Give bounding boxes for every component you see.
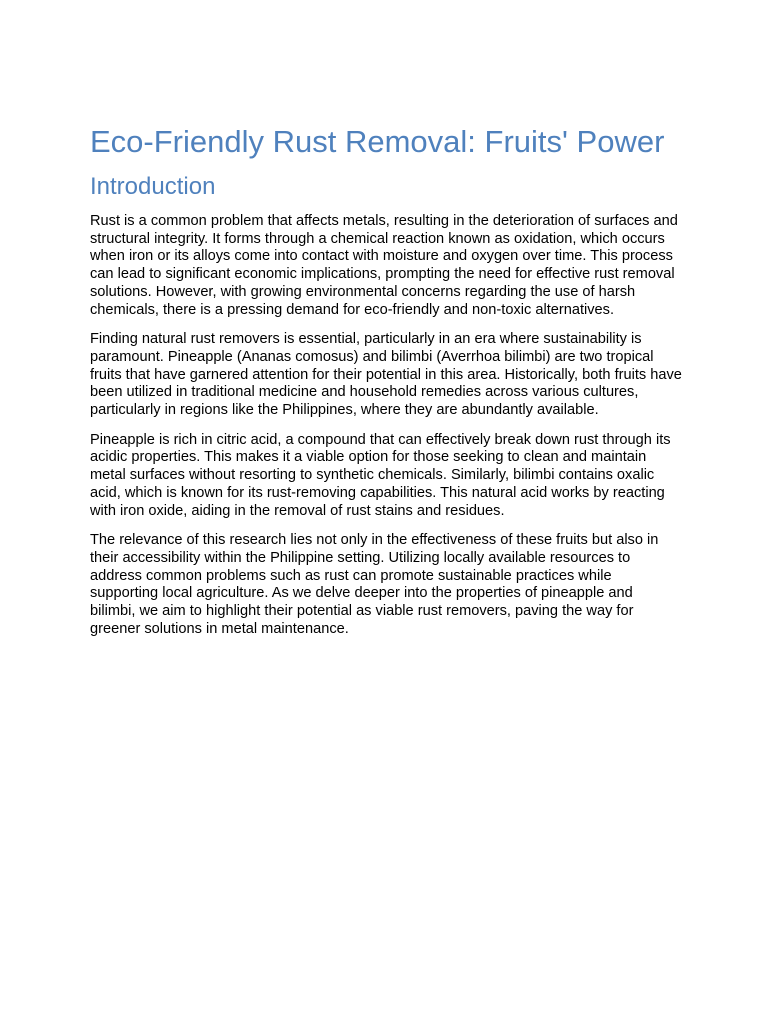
- introduction-section: [90, 172, 682, 638]
- paragraph: The relevance of this research lies not only in the effectiveness of these fruits but also in their accessibility within the Philippine setting. Utilizing locally available resources to address common problems such as rust can promote sustainable practices while supporting local agriculture. As we delve deeper into the properties of pineapple and bilimbi, we aim to highlight their potential as viable rust removers, paving the way for greener solutions in metal maintenance.: [90, 532, 659, 637]
- paragraph: Pineapple is rich in citric acid, a compound that can effectively break down rust through its acidic properties. This makes it a viable option for those seeking to clean and maintain metal surfaces without resorting to synthetic chemicals. Similarly, bilimbi contains oxalic acid, which is known for its rust-removing capabilities. This natural acid works by reacting with iron oxide, aiding in the removal of rust stains and residues.: [90, 431, 671, 519]
- paragraph: Finding natural rust removers is essential, particularly in an era where sustainability is paramount. Pineapple (Ananas comosus) and bilimbi (Averrhoa bilimbi) are two tropical fruits that have garnered attention for their potential in this area. Historically, both fruits have been utilized in traditional medicine and household remedies across various cultures, particularly in regions like the Philippines, where they are abundantly available.: [90, 331, 682, 419]
- section-heading-introduction: Introduction: [90, 173, 216, 200]
- document-title: Eco-Friendly Rust Removal: Fruits' Power: [90, 124, 665, 159]
- document-page: [90, 124, 682, 638]
- paragraph: Rust is a common problem that affects metals, resulting in the deterioration of surfaces and structural integrity. It forms through a chemical reaction known as oxidation, which occurs when iron or its alloys come into contact with moisture and oxygen over time. This process can lead to significant economic implications, prompting the need for effective rust removal solutions. However, with growing environmental concerns regarding the use of harsh chemicals, there is a pressing demand for eco-friendly and non-toxic alternatives.: [90, 213, 678, 318]
